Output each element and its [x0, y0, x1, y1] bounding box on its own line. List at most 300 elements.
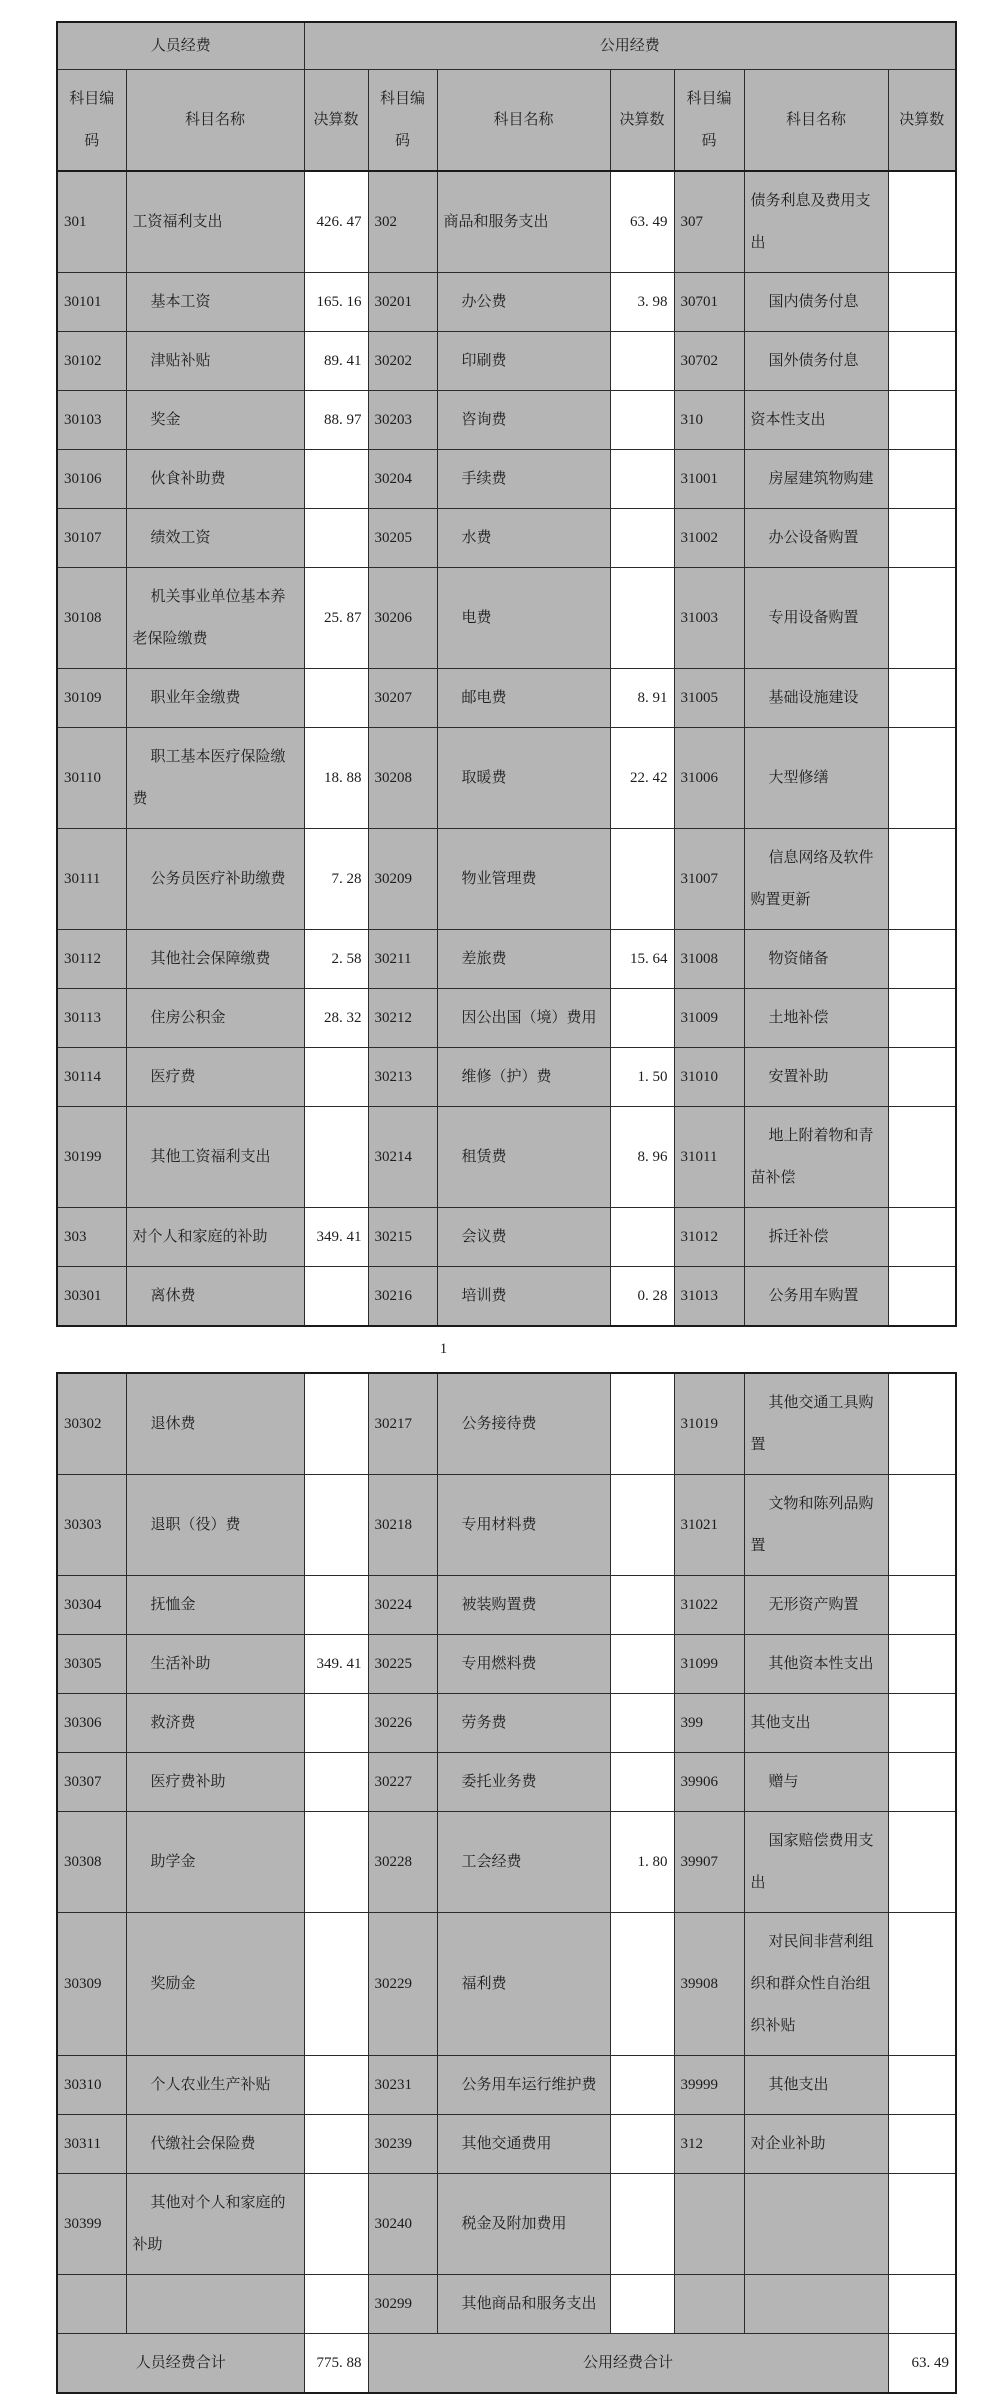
amount-cell [888, 2275, 956, 2334]
page-number: 1 [439, 1341, 448, 1357]
subject-code-cell: 30213 [368, 1048, 437, 1107]
subject-code-cell: 30225 [368, 1635, 437, 1694]
table-row [57, 2174, 956, 2275]
amount-cell [888, 829, 956, 930]
amount-cell [888, 1812, 956, 1913]
subject-code-cell: 30108 [57, 568, 126, 669]
amount-cell: 349. 41 [304, 1208, 368, 1267]
amount-cell: 426. 47 [304, 171, 368, 273]
subject-code-cell: 30226 [368, 1694, 437, 1753]
subject-name-cell: 职工基本医疗保险缴费 [126, 728, 304, 829]
subject-name-cell: 退休费 [126, 1373, 304, 1475]
amount-cell: 22. 42 [610, 728, 674, 829]
amount-cell [304, 1373, 368, 1475]
amount-cell: 3. 98 [610, 273, 674, 332]
table-row [57, 1635, 956, 1694]
amount-cell [610, 1635, 674, 1694]
table-row [57, 829, 956, 930]
subject-code-cell: 30305 [57, 1635, 126, 1694]
subject-code-cell: 30201 [368, 273, 437, 332]
amount-cell [888, 1576, 956, 1635]
amount-cell: 89. 41 [304, 332, 368, 391]
subject-name-cell: 办公费 [437, 273, 610, 332]
subject-code-cell: 39908 [674, 1913, 744, 2056]
subject-code-cell: 30228 [368, 1812, 437, 1913]
amount-cell: 165. 16 [304, 273, 368, 332]
amount-cell [888, 2115, 956, 2174]
subject-name-cell: 其他交通工具购置 [744, 1373, 888, 1475]
amount-cell [610, 2174, 674, 2275]
amount-cell [888, 1373, 956, 1475]
subject-name-cell: 退职（役）费 [126, 1475, 304, 1576]
amount-cell [304, 669, 368, 728]
amount-cell [888, 1208, 956, 1267]
public-total-label: 公用经费合计 [368, 2334, 888, 2394]
subject-code-cell: 31002 [674, 509, 744, 568]
subject-name-cell: 电费 [437, 568, 610, 669]
table-row [57, 728, 956, 829]
subject-code-cell: 30203 [368, 391, 437, 450]
amount-cell: 349. 41 [304, 1635, 368, 1694]
amount-cell [304, 450, 368, 509]
subject-code-cell: 30307 [57, 1753, 126, 1812]
subject-name-cell: 房屋建筑物购建 [744, 450, 888, 509]
subject-code-cell: 30231 [368, 2056, 437, 2115]
subject-code-cell: 30214 [368, 1107, 437, 1208]
subject-code-cell: 31003 [674, 568, 744, 669]
subject-code-cell: 30107 [57, 509, 126, 568]
subject-name-cell: 其他工资福利支出 [126, 1107, 304, 1208]
subject-code-cell: 30110 [57, 728, 126, 829]
amount-cell: 18. 88 [304, 728, 368, 829]
subject-code-cell: 30701 [674, 273, 744, 332]
subject-code-cell: 30302 [57, 1373, 126, 1475]
subject-code-cell: 301 [57, 171, 126, 273]
table-row [57, 1753, 956, 1812]
amount-cell [888, 1267, 956, 1327]
amount-cell [610, 1576, 674, 1635]
subject-code-cell: 30301 [57, 1267, 126, 1327]
subject-name-cell: 其他支出 [744, 1694, 888, 1753]
amount-cell [888, 1913, 956, 2056]
subject-code-cell: 30311 [57, 2115, 126, 2174]
subject-name-cell: 公务用车购置 [744, 1267, 888, 1327]
personnel-total-amount: 775. 88 [304, 2334, 368, 2394]
amount-cell [610, 989, 674, 1048]
subject-name-cell: 拆迁补偿 [744, 1208, 888, 1267]
subject-name-cell: 基本工资 [126, 273, 304, 332]
subject-name-cell: 信息网络及软件购置更新 [744, 829, 888, 930]
subject-name-cell: 其他对个人和家庭的补助 [126, 2174, 304, 2275]
table-row [57, 1475, 956, 1576]
amount-cell: 28. 32 [304, 989, 368, 1048]
subject-code-cell: 30205 [368, 509, 437, 568]
amount-cell [304, 2174, 368, 2275]
subject-name-cell: 其他支出 [744, 2056, 888, 2115]
subject-code-cell: 30304 [57, 1576, 126, 1635]
subject-code-cell: 307 [674, 171, 744, 273]
table-row [57, 171, 956, 273]
subject-name-cell: 公务员医疗补助缴费 [126, 829, 304, 930]
subject-code-cell: 30227 [368, 1753, 437, 1812]
subject-name-cell: 工资福利支出 [126, 171, 304, 273]
column-header-amount: 决算数 [304, 70, 368, 172]
subject-name-cell: 公务用车运行维护费 [437, 2056, 610, 2115]
amount-cell [610, 450, 674, 509]
subject-name-cell: 医疗费 [126, 1048, 304, 1107]
amount-cell [304, 1812, 368, 1913]
column-header-amount: 决算数 [888, 70, 956, 172]
subject-code-cell: 30308 [57, 1812, 126, 1913]
subject-name-cell: 其他商品和服务支出 [437, 2275, 610, 2334]
subject-name-cell: 住房公积金 [126, 989, 304, 1048]
subject-code-cell: 30303 [57, 1475, 126, 1576]
expenditure-table-page2 [56, 1372, 957, 2394]
subject-name-cell: 税金及附加费用 [437, 2174, 610, 2275]
column-header-name: 科目名称 [126, 70, 304, 172]
subject-name-cell: 因公出国（境）费用 [437, 989, 610, 1048]
subject-name-cell: 土地补偿 [744, 989, 888, 1048]
subject-code-cell: 30199 [57, 1107, 126, 1208]
subject-code-cell: 30702 [674, 332, 744, 391]
subject-name-cell: 印刷费 [437, 332, 610, 391]
subject-code-cell: 30224 [368, 1576, 437, 1635]
amount-cell [888, 989, 956, 1048]
amount-cell [610, 2275, 674, 2334]
subject-code-cell: 30209 [368, 829, 437, 930]
amount-cell [888, 2174, 956, 2275]
subject-code-cell: 30101 [57, 273, 126, 332]
table-row [57, 669, 956, 728]
amount-cell [610, 1373, 674, 1475]
subject-name-cell: 专用材料费 [437, 1475, 610, 1576]
table-row [57, 332, 956, 391]
subject-name-cell: 地上附着物和青苗补偿 [744, 1107, 888, 1208]
amount-cell [610, 568, 674, 669]
personnel-total-label: 人员经费合计 [57, 2334, 304, 2394]
table-row [57, 1208, 956, 1267]
subject-name-cell: 对民间非营利组织和群众性自治组织补贴 [744, 1913, 888, 2056]
subject-name-cell: 物业管理费 [437, 829, 610, 930]
subject-name-cell: 债务利息及费用支出 [744, 171, 888, 273]
amount-cell [888, 509, 956, 568]
subject-code-cell: 30207 [368, 669, 437, 728]
amount-cell: 8. 96 [610, 1107, 674, 1208]
amount-cell: 15. 64 [610, 930, 674, 989]
subject-name-cell: 生活补助 [126, 1635, 304, 1694]
amount-cell [304, 509, 368, 568]
subject-name-cell: 个人农业生产补贴 [126, 2056, 304, 2115]
amount-cell [888, 1694, 956, 1753]
amount-cell [304, 1107, 368, 1208]
subject-name-cell: 维修（护）费 [437, 1048, 610, 1107]
table-row [57, 1913, 956, 2056]
subject-code-cell: 30106 [57, 450, 126, 509]
table-row [57, 1107, 956, 1208]
column-header-code: 科目编码 [368, 70, 437, 172]
subject-code-cell: 31013 [674, 1267, 744, 1327]
amount-cell [610, 2056, 674, 2115]
subject-code-cell: 30309 [57, 1913, 126, 2056]
amount-cell: 1. 50 [610, 1048, 674, 1107]
subject-name-cell: 差旅费 [437, 930, 610, 989]
table-row [57, 2115, 956, 2174]
amount-cell [610, 332, 674, 391]
subject-code-cell: 31001 [674, 450, 744, 509]
table-row [57, 509, 956, 568]
amount-cell [304, 1267, 368, 1327]
subject-name-cell: 助学金 [126, 1812, 304, 1913]
subject-code-cell: 303 [57, 1208, 126, 1267]
subject-name-cell: 其他社会保障缴费 [126, 930, 304, 989]
table-row [57, 450, 956, 509]
subject-name-cell: 奖金 [126, 391, 304, 450]
subject-name-cell [744, 2275, 888, 2334]
table-row [57, 989, 956, 1048]
subject-name-cell: 文物和陈列品购置 [744, 1475, 888, 1576]
subject-code-cell: 30310 [57, 2056, 126, 2115]
subject-code-cell: 31006 [674, 728, 744, 829]
amount-cell: 88. 97 [304, 391, 368, 450]
amount-cell [888, 568, 956, 669]
amount-cell [610, 829, 674, 930]
table-row [57, 1373, 956, 1475]
subject-code-cell: 30206 [368, 568, 437, 669]
subject-code-cell: 30111 [57, 829, 126, 930]
subject-code-cell: 31007 [674, 829, 744, 930]
subject-name-cell: 对个人和家庭的补助 [126, 1208, 304, 1267]
subject-name-cell: 安置补助 [744, 1048, 888, 1107]
subject-name-cell: 物资储备 [744, 930, 888, 989]
subject-name-cell: 租赁费 [437, 1107, 610, 1208]
subject-code-cell: 39999 [674, 2056, 744, 2115]
subject-name-cell: 无形资产购置 [744, 1576, 888, 1635]
subject-name-cell: 国内债务付息 [744, 273, 888, 332]
table-row [57, 2056, 956, 2115]
subject-code-cell: 30216 [368, 1267, 437, 1327]
subject-name-cell: 手续费 [437, 450, 610, 509]
subject-code-cell: 30211 [368, 930, 437, 989]
subject-name-cell [744, 2174, 888, 2275]
amount-cell: 63. 49 [610, 171, 674, 273]
subject-code-cell [674, 2275, 744, 2334]
subject-name-cell: 公务接待费 [437, 1373, 610, 1475]
amount-cell [610, 1475, 674, 1576]
amount-cell [610, 1694, 674, 1753]
subject-code-cell: 30299 [368, 2275, 437, 2334]
amount-cell: 25. 87 [304, 568, 368, 669]
subject-code-cell: 30113 [57, 989, 126, 1048]
subject-code-cell: 31005 [674, 669, 744, 728]
subject-name-cell: 离休费 [126, 1267, 304, 1327]
amount-cell [888, 930, 956, 989]
subject-code-cell: 30215 [368, 1208, 437, 1267]
subject-code-cell: 30202 [368, 332, 437, 391]
column-header-code: 科目编码 [57, 70, 126, 172]
amount-cell [888, 1753, 956, 1812]
amount-cell [888, 391, 956, 450]
amount-cell [610, 509, 674, 568]
subject-code-cell: 31009 [674, 989, 744, 1048]
amount-cell [304, 1576, 368, 1635]
subject-name-cell: 工会经费 [437, 1812, 610, 1913]
subject-name-cell: 劳务费 [437, 1694, 610, 1753]
table-row [57, 1812, 956, 1913]
subject-name-cell: 对企业补助 [744, 2115, 888, 2174]
subject-code-cell: 30217 [368, 1373, 437, 1475]
subject-code-cell: 312 [674, 2115, 744, 2174]
subject-name-cell [126, 2275, 304, 2334]
subject-name-cell: 医疗费补助 [126, 1753, 304, 1812]
group-header-personnel: 人员经费 [57, 22, 304, 70]
subject-code-cell: 30239 [368, 2115, 437, 2174]
subject-code-cell: 31011 [674, 1107, 744, 1208]
column-header-name: 科目名称 [744, 70, 888, 172]
subject-name-cell: 取暖费 [437, 728, 610, 829]
subject-name-cell: 专用设备购置 [744, 568, 888, 669]
totals-row [57, 2334, 956, 2394]
amount-cell: 8. 91 [610, 669, 674, 728]
subject-name-cell: 奖励金 [126, 1913, 304, 2056]
subject-name-cell: 会议费 [437, 1208, 610, 1267]
group-header-public: 公用经费 [304, 22, 956, 70]
subject-name-cell: 绩效工资 [126, 509, 304, 568]
amount-cell [304, 1913, 368, 2056]
amount-cell [888, 1048, 956, 1107]
subject-name-cell: 专用燃料费 [437, 1635, 610, 1694]
subject-name-cell: 伙食补助费 [126, 450, 304, 509]
subject-name-cell: 职业年金缴费 [126, 669, 304, 728]
subject-name-cell: 其他资本性支出 [744, 1635, 888, 1694]
subject-name-cell: 机关事业单位基本养老保险缴费 [126, 568, 304, 669]
amount-cell [888, 171, 956, 273]
column-header-name: 科目名称 [437, 70, 610, 172]
subject-code-cell: 31019 [674, 1373, 744, 1475]
amount-cell [610, 1913, 674, 2056]
subject-code-cell: 31021 [674, 1475, 744, 1576]
table-row [57, 1576, 956, 1635]
subject-name-cell: 被装购置费 [437, 1576, 610, 1635]
subject-name-cell: 福利费 [437, 1913, 610, 2056]
expenditure-table-page1 [56, 21, 957, 1327]
amount-cell [888, 273, 956, 332]
amount-cell [888, 450, 956, 509]
amount-cell [304, 2056, 368, 2115]
table-row [57, 1694, 956, 1753]
subject-code-cell: 30218 [368, 1475, 437, 1576]
public-total-amount: 63. 49 [888, 2334, 956, 2394]
amount-cell: 0. 28 [610, 1267, 674, 1327]
subject-code-cell: 30102 [57, 332, 126, 391]
table-row [57, 2275, 956, 2334]
subject-name-cell: 资本性支出 [744, 391, 888, 450]
subject-name-cell: 抚恤金 [126, 1576, 304, 1635]
subject-code-cell: 31012 [674, 1208, 744, 1267]
table-row [57, 568, 956, 669]
table-row [57, 391, 956, 450]
amount-cell [304, 1048, 368, 1107]
amount-cell [304, 1694, 368, 1753]
amount-cell [304, 1475, 368, 1576]
amount-cell [610, 1753, 674, 1812]
amount-cell [304, 1753, 368, 1812]
amount-cell [888, 669, 956, 728]
subject-code-cell: 31010 [674, 1048, 744, 1107]
subject-name-cell: 商品和服务支出 [437, 171, 610, 273]
subject-code-cell: 30204 [368, 450, 437, 509]
subject-code-cell: 30240 [368, 2174, 437, 2275]
subject-name-cell: 国外债务付息 [744, 332, 888, 391]
subject-code-cell: 30109 [57, 669, 126, 728]
subject-code-cell: 30103 [57, 391, 126, 450]
subject-name-cell: 救济费 [126, 1694, 304, 1753]
subject-name-cell: 其他交通费用 [437, 2115, 610, 2174]
amount-cell [888, 332, 956, 391]
amount-cell [888, 1107, 956, 1208]
amount-cell [610, 391, 674, 450]
subject-code-cell: 39907 [674, 1812, 744, 1913]
subject-name-cell: 水费 [437, 509, 610, 568]
subject-code-cell: 30399 [57, 2174, 126, 2275]
table-row [57, 1048, 956, 1107]
subject-name-cell: 咨询费 [437, 391, 610, 450]
subject-name-cell: 培训费 [437, 1267, 610, 1327]
table-row [57, 273, 956, 332]
subject-name-cell: 邮电费 [437, 669, 610, 728]
subject-code-cell: 31099 [674, 1635, 744, 1694]
amount-cell: 7. 28 [304, 829, 368, 930]
subject-code-cell: 302 [368, 171, 437, 273]
subject-code-cell: 39906 [674, 1753, 744, 1812]
subject-code-cell: 31022 [674, 1576, 744, 1635]
subject-code-cell: 31008 [674, 930, 744, 989]
amount-cell [888, 1635, 956, 1694]
group-header-row [57, 22, 956, 70]
subject-code-cell: 30114 [57, 1048, 126, 1107]
subject-name-cell: 津贴补贴 [126, 332, 304, 391]
amount-cell [304, 2275, 368, 2334]
subject-name-cell: 代缴社会保险费 [126, 2115, 304, 2174]
subject-name-cell: 赠与 [744, 1753, 888, 1812]
subject-code-cell: 30229 [368, 1913, 437, 2056]
subject-code-cell [57, 2275, 126, 2334]
amount-cell [888, 2056, 956, 2115]
amount-cell: 1. 80 [610, 1812, 674, 1913]
subject-name-cell: 办公设备购置 [744, 509, 888, 568]
amount-cell [304, 2115, 368, 2174]
amount-cell [888, 728, 956, 829]
subject-code-cell [674, 2174, 744, 2275]
column-header-code: 科目编码 [674, 70, 744, 172]
table-row [57, 1267, 956, 1327]
subject-code-cell: 30212 [368, 989, 437, 1048]
column-header-row [57, 70, 956, 172]
subject-code-cell: 310 [674, 391, 744, 450]
subject-name-cell: 基础设施建设 [744, 669, 888, 728]
subject-name-cell: 大型修缮 [744, 728, 888, 829]
subject-code-cell: 30112 [57, 930, 126, 989]
column-header-amount: 决算数 [610, 70, 674, 172]
amount-cell [610, 2115, 674, 2174]
subject-code-cell: 30208 [368, 728, 437, 829]
subject-name-cell: 国家赔偿费用支出 [744, 1812, 888, 1913]
amount-cell [888, 1475, 956, 1576]
amount-cell [610, 1208, 674, 1267]
subject-code-cell: 30306 [57, 1694, 126, 1753]
amount-cell: 2. 58 [304, 930, 368, 989]
subject-code-cell: 399 [674, 1694, 744, 1753]
subject-name-cell: 委托业务费 [437, 1753, 610, 1812]
